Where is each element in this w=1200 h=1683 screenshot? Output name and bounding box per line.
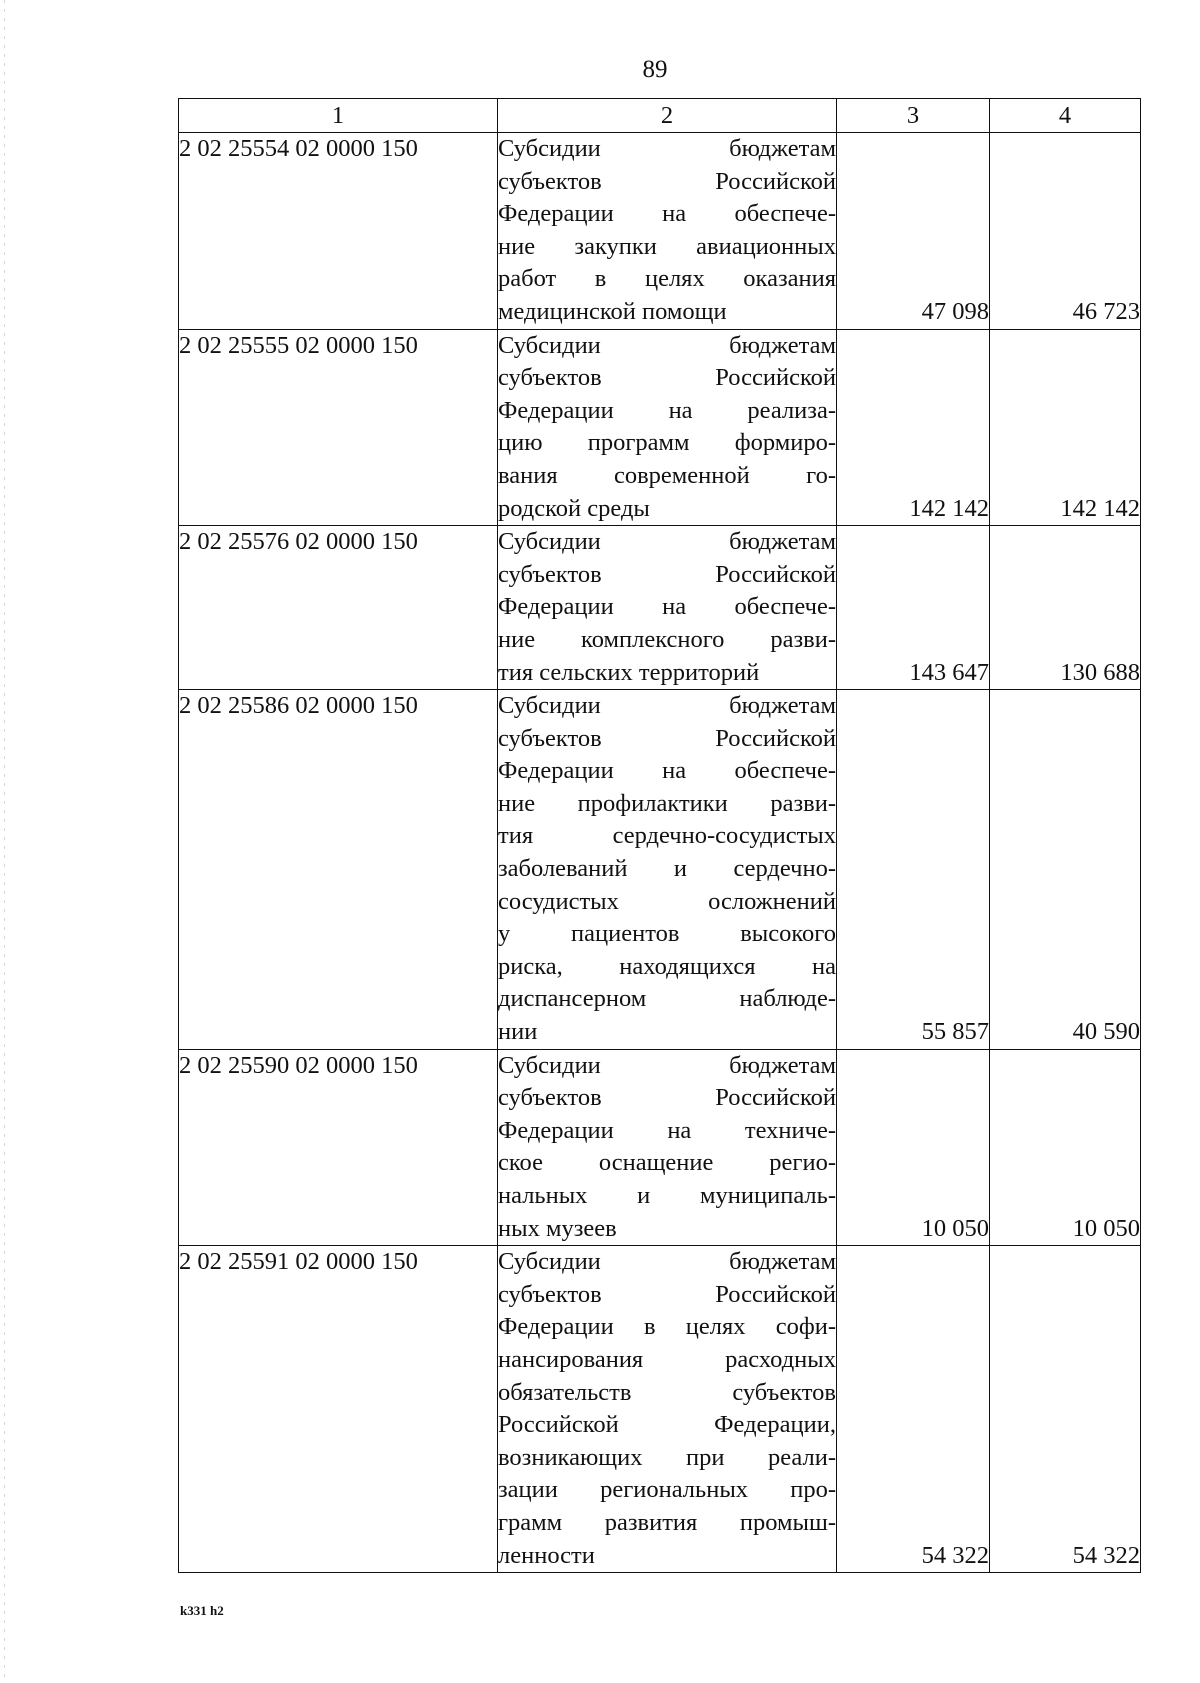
description-line: ние закупки авиационных	[498, 232, 836, 260]
description-line: вания современной го-	[498, 461, 836, 489]
table-row	[179, 1049, 1141, 1246]
description-line: работ в целях оказания	[498, 265, 836, 293]
amount-column-4-cell: 142 142	[990, 329, 1141, 526]
description-line: медицинской помощи	[498, 297, 727, 325]
description-cell	[498, 526, 837, 690]
description-line: субъектов Российской	[498, 364, 836, 392]
amount-column-4-cell: 46 723	[990, 133, 1141, 330]
description-line: тия сельских территорий	[498, 658, 760, 686]
description-cell	[498, 1246, 837, 1573]
description-line: нальных и муниципаль-	[498, 1182, 836, 1209]
amount-column-3-cell: 54 322	[837, 1246, 990, 1573]
description-line: Федерации на обеспече-	[498, 757, 836, 785]
table-row	[179, 690, 1141, 1050]
budget-table	[178, 98, 1141, 1573]
description-line: ных музеев	[498, 1214, 617, 1242]
description-line: тия сердечно-сосудистых	[498, 822, 836, 850]
description-line: ние профилактики разви-	[498, 789, 836, 817]
description-cell	[498, 329, 837, 526]
description-line: родской среды	[498, 494, 650, 522]
amount-column-3-cell: 10 050	[837, 1049, 990, 1246]
description-line: цию программ формиро-	[498, 429, 836, 457]
description-line: ние комплексного разви-	[498, 625, 836, 653]
scan-edge-artifact	[4, 0, 5, 1683]
description-line: Субсидии бюджетам	[498, 692, 836, 720]
table-row	[179, 1246, 1141, 1573]
budget-code-cell: 2 02 25555 02 0000 150	[179, 329, 498, 526]
description-line: Федерации на реализа-	[498, 396, 836, 424]
description-line: субъектов Российской	[498, 1084, 836, 1112]
description-line: ское оснащение регио-	[498, 1149, 836, 1177]
description-line: субъектов Российской	[498, 1280, 836, 1308]
budget-code-cell: 2 02 25554 02 0000 150	[179, 133, 498, 330]
description-line: сосудистых осложнений	[498, 887, 836, 915]
description-line: заболеваний и сердечно-	[498, 855, 836, 883]
description-line: диспансерном наблюде-	[498, 985, 836, 1013]
amount-column-4-cell: 40 590	[990, 690, 1141, 1050]
amount-column-4-cell: 130 688	[990, 526, 1141, 690]
description-line: нии	[498, 1018, 538, 1046]
amount-column-3-cell: 55 857	[837, 690, 990, 1050]
description-line: возникающих при реали-	[498, 1443, 836, 1471]
description-line: Федерации на обеспече-	[498, 593, 836, 621]
description-line: Российской Федерации,	[498, 1411, 836, 1439]
description-line: обязательств субъектов	[498, 1378, 836, 1406]
table-body	[179, 133, 1141, 1573]
description-line: субъектов Российской	[498, 560, 836, 588]
amount-column-4-cell: 54 322	[990, 1246, 1141, 1573]
budget-code-cell: 2 02 25590 02 0000 150	[179, 1049, 498, 1246]
description-cell	[498, 133, 837, 330]
description-line: у пациентов высокого	[498, 920, 836, 948]
description-line: ленности	[498, 1541, 595, 1569]
budget-code-cell: 2 02 25576 02 0000 150	[179, 526, 498, 690]
header-row	[179, 99, 1141, 133]
description-cell	[498, 1049, 837, 1246]
description-line: субъектов Российской	[498, 167, 836, 195]
description-line: Федерации в целях софи-	[498, 1313, 836, 1341]
table-row	[179, 526, 1141, 690]
footer-document-code: k331 h2	[180, 1603, 224, 1618]
description-line: Субсидии бюджетам	[498, 1248, 836, 1276]
description-line: риска, находящихся на	[498, 952, 836, 980]
description-line: Субсидии бюджетам	[498, 331, 836, 359]
description-line: зации региональных про-	[498, 1476, 836, 1504]
column-header-3: 3	[837, 99, 990, 133]
column-header-1: 1	[179, 99, 498, 133]
amount-column-3-cell: 142 142	[837, 329, 990, 526]
description-line: Федерации на обеспече-	[498, 200, 836, 228]
table-row	[179, 329, 1141, 526]
column-header-2: 2	[498, 99, 837, 133]
column-header-4: 4	[990, 99, 1141, 133]
budget-code-cell: 2 02 25591 02 0000 150	[179, 1246, 498, 1573]
description-line: Субсидии бюджетам	[498, 1051, 836, 1079]
description-line: Федерации на техниче-	[498, 1116, 836, 1144]
description-line: Субсидии бюджетам	[498, 528, 836, 556]
table-row	[179, 133, 1141, 330]
description-line: Субсидии бюджетам	[498, 135, 836, 162]
table-header	[179, 99, 1141, 133]
page-number: 89	[642, 56, 668, 83]
description-line: нансирования расходных	[498, 1345, 836, 1373]
amount-column-3-cell: 143 647	[837, 526, 990, 690]
amount-column-4-cell: 10 050	[990, 1049, 1141, 1246]
amount-column-3-cell: 47 098	[837, 133, 990, 330]
description-line: субъектов Российской	[498, 724, 836, 752]
budget-code-cell: 2 02 25586 02 0000 150	[179, 690, 498, 1050]
description-line: грамм развития промыш-	[498, 1508, 836, 1536]
description-cell	[498, 690, 837, 1050]
